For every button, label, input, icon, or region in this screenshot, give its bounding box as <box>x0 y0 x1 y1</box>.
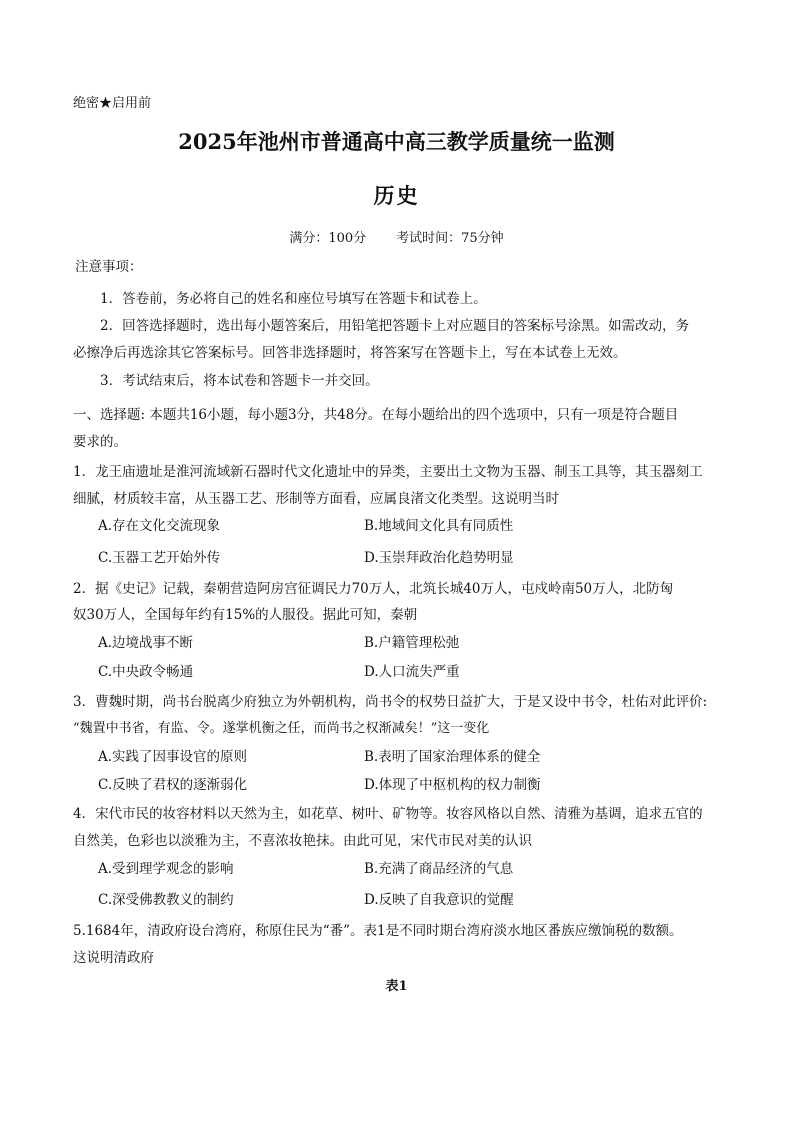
question-3-option-c: C.反映了君权的逐渐弱化 <box>98 777 248 793</box>
question-2-option-b: B.户籍管理松弛 <box>364 635 460 651</box>
section-heading-cont: 要求的。 <box>73 434 127 450</box>
question-2-option-d: D.人口流失严重 <box>364 664 460 680</box>
question-2-stem-cont: 奴30万人，全国每年约有15%的人服役。据此可知，秦朝 <box>73 607 418 623</box>
question-1-option-c: C.玉器工艺开始外传 <box>98 550 221 566</box>
question-5-stem-cont: 这说明清政府 <box>73 950 154 966</box>
exam-title: 2025年池州市普通高中高三教学质量统一监测 <box>178 129 615 154</box>
section-heading: 一、选择题: 本题共16小题，每小题3分，共48分。在每小题给出的四个选项中，只有一项是符合题目 <box>73 407 679 423</box>
question-1-option-a: A.存在文化交流现象 <box>98 518 221 534</box>
question-4-stem: 4．宋代市民的妆容材料以天然为主，如花草、树叶、矿物等。妆容风格以自然、清雅为基调，追求五官的 <box>73 806 703 822</box>
question-3-option-d: D.体现了中枢机构的权力制衡 <box>364 777 541 793</box>
question-1-stem-cont: 细腻，材质较丰富，从玉器工艺、形制等方面看，应属良渚文化类型。这说明当时 <box>73 491 559 507</box>
notice-item-1: 1．答卷前，务必将自己的姓名和座位号填写在答题卡和试卷上。 <box>100 291 487 307</box>
question-4-option-c: C.深受佛教教义的制约 <box>98 892 234 908</box>
table-caption: 表1 <box>385 979 408 994</box>
question-4-option-d: D.反映了自我意识的觉醒 <box>364 892 514 908</box>
subject-title: 历史 <box>373 183 420 208</box>
question-1-option-b: B.地域间文化具有同质性 <box>364 518 514 534</box>
question-4-option-b: B.充满了商品经济的气息 <box>364 861 514 877</box>
exam-time: 考试时间：75分钟 <box>396 231 504 246</box>
notice-title: 注意事项： <box>75 259 143 275</box>
question-1-stem: 1．龙王庙遗址是淮河流域新石器时代文化遗址中的异类，主要出土文物为玉器、制玉工具等，其玉器刻工 <box>73 464 703 480</box>
exam-meta <box>0 230 793 248</box>
notice-item-3: 3．考试结束后，将本试卷和答题卡一并交回。 <box>100 373 379 389</box>
question-5-stem: 5.1684年，清政府设台湾府，称原住民为“番”。表1是不同时期台湾府淡水地区番族应缴饷税的数额。 <box>73 923 683 939</box>
question-2-stem: 2．据《史记》记载，秦朝营造阿房宫征调民力70万人，北筑长城40万人，屯戍岭南50万人，北防匈 <box>73 581 674 597</box>
question-3-option-a: A.实践了因事设官的原则 <box>98 749 248 765</box>
full-score: 满分：100分 <box>289 231 367 246</box>
question-3-quote: “魏置中书省，有监、令。遂掌机衡之任，而尚书之权渐减矣！”这一变化 <box>73 721 490 736</box>
question-2-option-c: C.中央政令畅通 <box>98 664 194 680</box>
question-3-stem: 3．曹魏时期，尚书台脱离少府独立为外朝机构，尚书令的权势日益扩大，于是又设中书令，杜佑对此评价: <box>73 694 708 710</box>
question-1-option-d: D.玉崇拜政治化趋势明显 <box>364 550 514 566</box>
confidential-label: 绝密★启用前 <box>73 96 152 111</box>
question-4-option-a: A.受到理学观念的影响 <box>98 861 234 877</box>
question-3-option-b: B.表明了国家治理体系的健全 <box>364 749 541 765</box>
notice-item-2: 2．回答选择题时，选出每小题答案后，用铅笔把答题卡上对应题目的答案标号涂黑。如需改动，务 <box>100 318 690 334</box>
question-2-option-a: A.边境战事不断 <box>98 635 194 651</box>
question-4-stem-cont: 自然美，色彩也以淡雅为主，不喜浓妆艳抹。由此可见，宋代市民对美的认识 <box>73 833 532 849</box>
notice-item-2-cont: 必擦净后再选涂其它答案标号。回答非选择题时，将答案写在答题卡上，写在本试卷上无效。 <box>73 345 627 361</box>
